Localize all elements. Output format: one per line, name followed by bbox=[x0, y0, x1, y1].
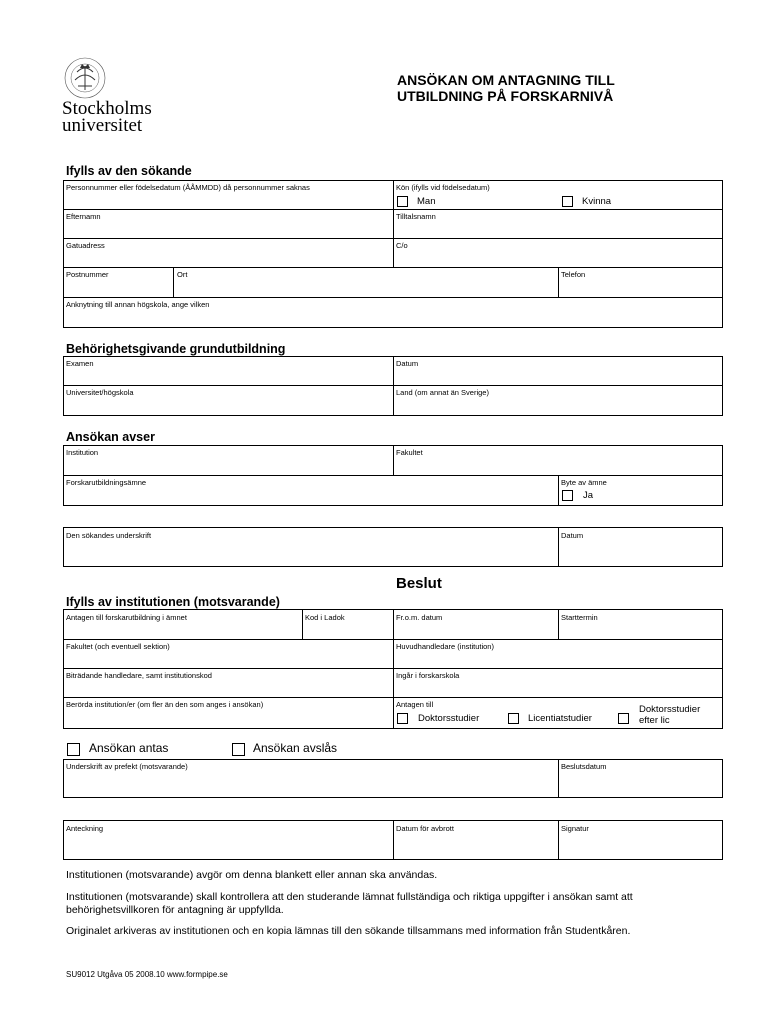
doktors-efter-lic-checkbox[interactable] bbox=[618, 713, 629, 724]
sokande-underskrift-field[interactable]: Den sökandes underskrift bbox=[66, 531, 152, 540]
instruction-2: Institutionen (motsvarande) skall kontrollera att den studerande lämnat fullständiga och riktiga uppgifter i ansökan samt att behörighetsvillkoren för antagning är uppfyllda. bbox=[66, 891, 633, 916]
kvinna-checkbox[interactable] bbox=[562, 196, 573, 207]
examen-datum-field[interactable]: Datum bbox=[396, 359, 419, 368]
beslut-heading: Beslut bbox=[396, 575, 442, 592]
forskarutbildningsamne-field[interactable]: Forskarutbildningsämne bbox=[66, 478, 147, 487]
starttermin-field[interactable]: Starttermin bbox=[561, 613, 598, 622]
licentiatstudier-label: Licentiatstudier bbox=[528, 713, 592, 724]
universitet-field[interactable]: Universitet/högskola bbox=[66, 388, 134, 397]
section-heading-application: Ansökan avser bbox=[66, 430, 155, 444]
land-field[interactable]: Land (om annat än Sverige) bbox=[396, 388, 489, 397]
huvudhandledare-field[interactable]: Huvudhandledare (institution) bbox=[396, 642, 494, 651]
ansokan-avslas-checkbox[interactable] bbox=[232, 743, 245, 756]
signature-datum-field[interactable]: Datum bbox=[561, 531, 584, 540]
forskarskola-field[interactable]: Ingår i forskarskola bbox=[396, 671, 460, 680]
byte-av-amne-label: Byte av ämne bbox=[561, 478, 607, 487]
licentiatstudier-checkbox[interactable] bbox=[508, 713, 519, 724]
doktorsstudier-label: Doktorsstudier bbox=[418, 713, 480, 724]
signatur-field[interactable]: Signatur bbox=[561, 824, 589, 833]
ansokan-antas-checkbox[interactable] bbox=[67, 743, 80, 756]
instruction-1: Institutionen (motsvarande) avgör om denna blankett eller annan ska användas. bbox=[66, 869, 438, 881]
kon-label: Kön (ifylls vid födelsedatum) bbox=[396, 183, 490, 192]
fakultet-field[interactable]: Fakultet bbox=[396, 448, 423, 457]
section-heading-applicant: Ifylls av den sökande bbox=[66, 164, 192, 178]
byte-ja-checkbox[interactable] bbox=[562, 490, 573, 501]
anknytning-field[interactable]: Anknytning till annan högskola, ange vilken bbox=[66, 300, 210, 309]
signature-table bbox=[63, 527, 723, 567]
from-datum-field[interactable]: Fr.o.m. datum bbox=[396, 613, 443, 622]
man-label: Man bbox=[417, 196, 436, 207]
tilltalsnamn-field[interactable]: Tilltalsnamn bbox=[396, 212, 436, 221]
prefekt-underskrift-field[interactable]: Underskrift av prefekt (motsvarande) bbox=[66, 762, 188, 771]
doktorsstudier-checkbox[interactable] bbox=[397, 713, 408, 724]
man-checkbox[interactable] bbox=[397, 196, 408, 207]
antagen-amne-field[interactable]: Antagen till forskarutbildning i ämnet bbox=[66, 613, 187, 622]
berorda-institutioner-field[interactable]: Berörda institution/er (om fler än den som anges i ansökan) bbox=[66, 700, 264, 709]
fakultet-sektion-field[interactable]: Fakultet (och eventuell sektion) bbox=[66, 642, 170, 651]
ansokan-antas-label: Ansökan antas bbox=[89, 741, 169, 755]
antagen-till-label: Antagen till bbox=[396, 700, 434, 709]
kod-ladok-field[interactable]: Kod i Ladok bbox=[305, 613, 345, 622]
anteckning-field[interactable]: Anteckning bbox=[66, 824, 104, 833]
university-name: Stockholms universitet bbox=[62, 98, 152, 136]
bitradande-handledare-field[interactable]: Biträdande handledare, samt institutionskod bbox=[66, 671, 212, 680]
instruction-3: Originalet arkiveras av institutionen och en kopia lämnas till den sökande tillsammans med information från Studentkåren. bbox=[66, 925, 631, 937]
co-field[interactable]: C/o bbox=[396, 241, 408, 250]
gatuadress-field[interactable]: Gatuadress bbox=[66, 241, 105, 250]
document-title: ANSÖKAN OM ANTAGNING TILL UTBILDNING PÅ FORSKARNIVÅ bbox=[397, 72, 615, 104]
telefon-field[interactable]: Telefon bbox=[561, 270, 586, 279]
postnummer-field[interactable]: Postnummer bbox=[66, 270, 109, 279]
examen-field[interactable]: Examen bbox=[66, 359, 94, 368]
section-heading-institution: Ifylls av institutionen (motsvarande) bbox=[66, 595, 280, 609]
doktors-efter-lic-label: Doktorsstudier efter lic bbox=[639, 704, 701, 726]
personnummer-field[interactable]: Personnummer eller födelsedatum (ÅÅMMDD) då personnummer saknas bbox=[66, 183, 310, 192]
form-footer: SU9012 Utgåva 05 2008.10 www.formpipe.se bbox=[66, 970, 228, 979]
section-heading-qualification: Behörighetsgivande grundutbildning bbox=[66, 342, 286, 356]
ansokan-avslas-label: Ansökan avslås bbox=[253, 741, 338, 755]
efternamn-field[interactable]: Efternamn bbox=[66, 212, 101, 221]
beslutsdatum-field[interactable]: Beslutsdatum bbox=[561, 762, 607, 771]
kvinna-label: Kvinna bbox=[582, 196, 612, 207]
institution-field[interactable]: Institution bbox=[66, 448, 99, 457]
byte-ja-label: Ja bbox=[583, 490, 594, 501]
datum-avbrott-field[interactable]: Datum för avbrott bbox=[396, 824, 454, 833]
ort-field[interactable]: Ort bbox=[177, 270, 188, 279]
